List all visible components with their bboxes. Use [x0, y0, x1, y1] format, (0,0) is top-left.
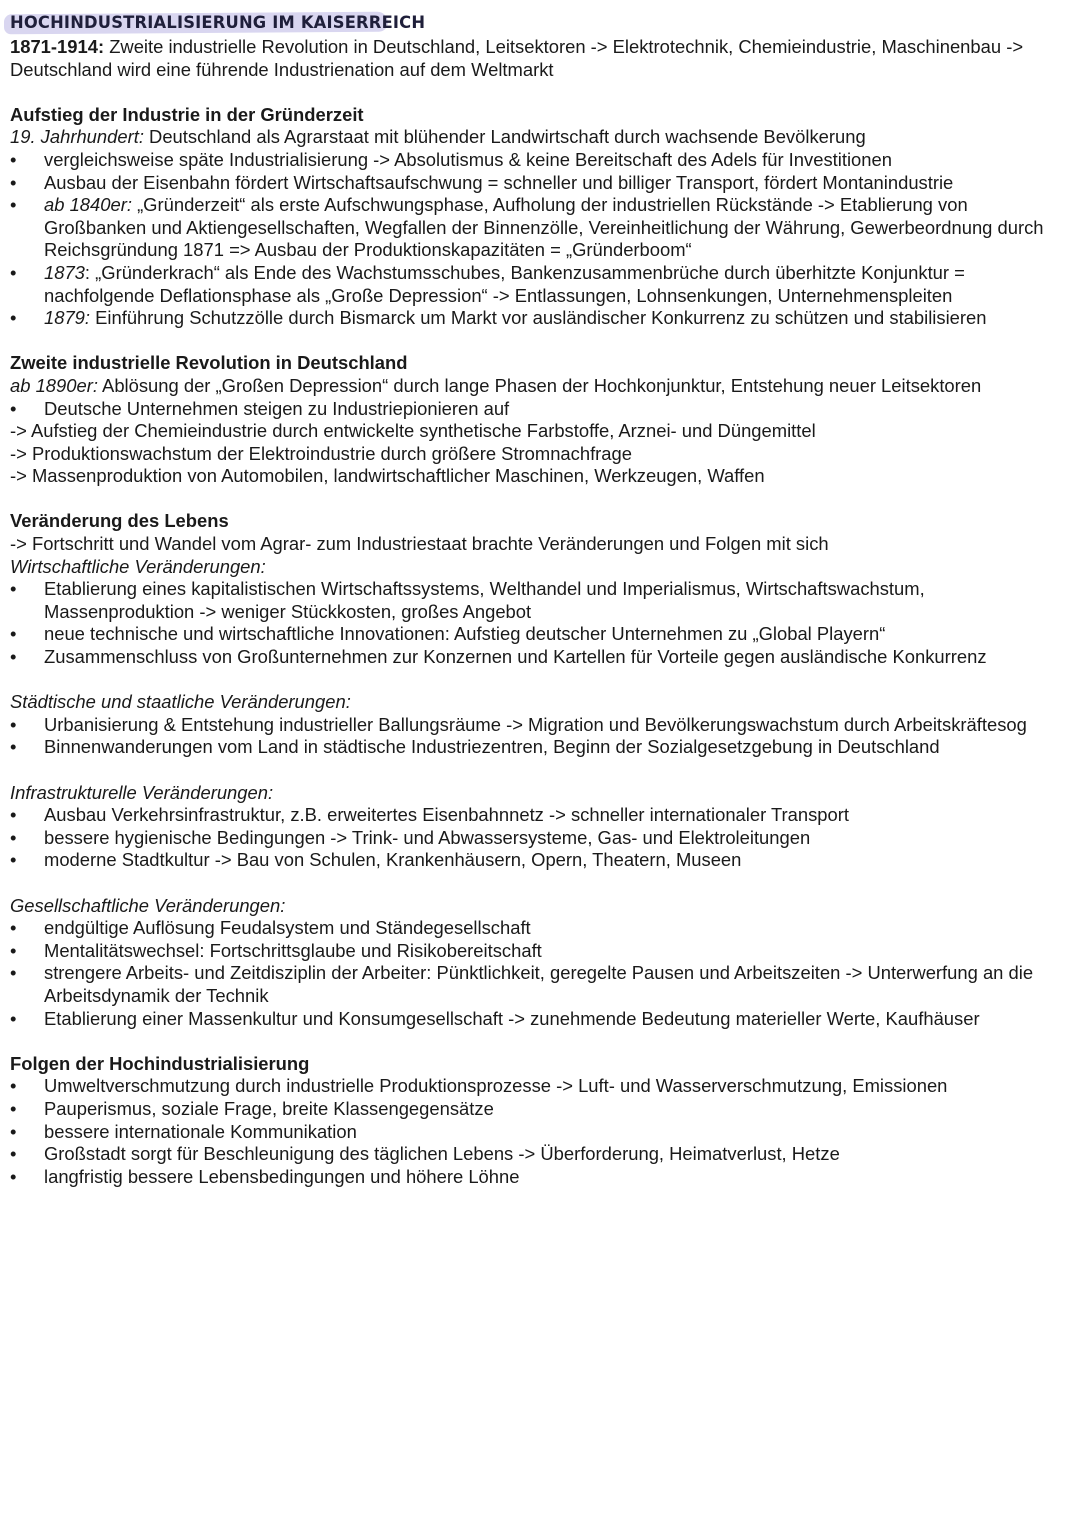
- list-item: • neue technische und wirtschaftliche Innovationen: Aufstieg deutscher Unternehmen zu „Global Playern“: [10, 623, 1072, 646]
- bullet-list-infrastruktur: [10, 804, 1072, 872]
- intro-label: 1871-1914:: [10, 36, 105, 57]
- arrow-line: -> Massenproduktion von Automobilen, landwirtschaftlicher Maschinen, Werkzeugen, Waffen: [10, 465, 765, 487]
- spacer: [10, 872, 1072, 895]
- list-item: • Urbanisierung & Entstehung industrieller Ballungsräume -> Migration und Bevölkerungswachstum durch Arbeitskräftesog: [10, 714, 1072, 737]
- section-heading-revolution: Zweite industrielle Revolution in Deutschland: [10, 352, 408, 374]
- arrow-line: -> Aufstieg der Chemieindustrie durch entwickelte synthetische Farbstoffe, Arznei- und Düngemittel: [10, 420, 816, 442]
- item-label: 1879:: [44, 307, 91, 329]
- list-item: • Deutsche Unternehmen steigen zu Industriepionieren auf: [10, 398, 1072, 421]
- item-text: : „Gründerkrach“ als Ende des Wachstumsschubes, Bankenzusammenbrüche durch überhitzte Konjunktur = nachfolgende Deflationsphase als „Große Depression“ -> Entlassungen, Lohnsenkungen, Unternehmenspleiten: [44, 261, 965, 306]
- spacer: [10, 1030, 1072, 1053]
- bullet-list-revolution: [10, 398, 1072, 421]
- spacer: [10, 669, 1072, 692]
- bullet-list-wirtschaftlich: [10, 578, 1072, 668]
- lead-label: ab 1890er:: [10, 374, 98, 396]
- list-item: • Umweltverschmutzung durch industrielle Produktionsprozesse -> Luft- und Wasserverschmutzung, Emissionen: [10, 1075, 1072, 1098]
- subheading-staedtisch: Städtische und staatliche Veränderungen:: [10, 691, 351, 713]
- intro-paragraph: [10, 36, 1072, 81]
- document-page: [10, 10, 1072, 1188]
- spacer: [10, 330, 1072, 353]
- page-title: HOCHINDUSTRIALISIERUNG IM KAISERREICH: [10, 13, 426, 33]
- list-item: • moderne Stadtkultur -> Bau von Schulen, Krankenhäusern, Opern, Theatern, Museen: [10, 849, 1072, 872]
- intro-text: Zweite industrielle Revolution in Deutschland, Leitsektoren -> Elektrotechnik, Chemieindustrie, Maschinenbau -> Deutschland wird eine führende Industrienation auf dem Weltmarkt: [10, 36, 1024, 80]
- list-item: • Ausbau Verkehrsinfrastruktur, z.B. erweitertes Eisenbahnnetz -> schneller internationaler Transport: [10, 804, 1072, 827]
- lead-text: Deutschland als Agrarstaat mit blühender Landwirtschaft durch wachsende Bevölkerung: [143, 126, 866, 148]
- list-item: • Etablierung eines kapitalistischen Wirtschaftssystems, Welthandel und Imperialismus, Wirtschaftswachstum, Massenproduktion -> weniger Stückkosten, großes Angebot: [10, 578, 1072, 623]
- spacer: [10, 759, 1072, 782]
- item-label: 1873: [44, 261, 85, 283]
- section-lead-gruenderzeit: [10, 126, 1072, 149]
- section-heading-folgen: Folgen der Hochindustrialisierung: [10, 1052, 310, 1074]
- section-heading-gruenderzeit: Aufstieg der Industrie in der Gründerzeit: [10, 103, 364, 125]
- list-item: • Etablierung einer Massenkultur und Konsumgesellschaft -> zunehmende Bedeutung materieller Werte, Kaufhäuser: [10, 1008, 1072, 1031]
- item-text: Einführung Schutzzölle durch Bismarck um Markt vor ausländischer Konkurrenz zu schützen und stabilisieren: [90, 307, 987, 329]
- subheading-gesellschaft: Gesellschaftliche Veränderungen:: [10, 894, 286, 916]
- item-label: ab 1840er:: [44, 194, 132, 216]
- list-item: • endgültige Auflösung Feudalsystem und Ständegesellschaft: [10, 917, 1072, 940]
- item-text: „Gründerzeit“ als erste Aufschwungsphase, Aufholung der industriellen Rückstände -> Etablierung von Großbanken und Aktiengesellschaften, Wegfallen der Binnenzölle, Vereinheitlichung der Währung, Gewerbeordnung durch Reichsgründung 1871 => Ausbau der Produktionskapazitäten = „Gründerboom“: [44, 194, 1044, 261]
- list-item: [10, 194, 1072, 262]
- list-item: • bessere hygienische Bedingungen -> Trink- und Abwassersysteme, Gas- und Elektroleitungen: [10, 827, 1072, 850]
- list-item: • Großstadt sorgt für Beschleunigung des täglichen Lebens -> Überforderung, Heimatverlust, Hetze: [10, 1143, 1072, 1166]
- lead-text: Ablösung der „Großen Depression“ durch lange Phasen der Hochkonjunktur, Entstehung neuer Leitsektoren: [97, 374, 982, 396]
- list-item: • Ausbau der Eisenbahn fördert Wirtschaftsaufschwung = schneller und billiger Transport, fördert Montanindustrie: [10, 172, 1072, 195]
- list-item: • bessere internationale Kommunikation: [10, 1121, 1072, 1144]
- list-item: [10, 307, 1072, 330]
- section-lead-revolution: [10, 375, 1072, 398]
- list-item: • Mentalitätswechsel: Fortschrittsglaube und Risikobereitschaft: [10, 940, 1072, 963]
- list-item: • vergleichsweise späte Industrialisierung -> Absolutismus & keine Bereitschaft des Adels für Investitionen: [10, 149, 1072, 172]
- list-item: • Pauperismus, soziale Frage, breite Klassengegensätze: [10, 1098, 1072, 1121]
- lead-label: 19. Jahrhundert:: [10, 126, 144, 148]
- bullet-list-staedtisch: [10, 714, 1072, 759]
- spacer: [10, 488, 1072, 511]
- subheading-infrastruktur: Infrastrukturelle Veränderungen:: [10, 781, 274, 803]
- list-item: [10, 262, 1072, 307]
- subheading-wirtschaftlich: Wirtschaftliche Veränderungen:: [10, 555, 266, 577]
- spacer: [10, 81, 1072, 104]
- bullet-list-gesellschaft: [10, 917, 1072, 1030]
- title-block: [10, 10, 443, 36]
- arrow-line: -> Produktionswachstum der Elektroindustrie durch größere Stromnachfrage: [10, 442, 632, 464]
- list-item: • langfristig bessere Lebensbedingungen und höhere Löhne: [10, 1166, 1072, 1189]
- list-item: • Zusammenschluss von Großunternehmen zur Konzernen und Kartellen für Vorteile gegen ausländische Konkurrenz: [10, 646, 1072, 669]
- section-heading-leben: Veränderung des Lebens: [10, 510, 229, 532]
- section-lead-leben: -> Fortschritt und Wandel vom Agrar- zum Industriestaat brachte Veränderungen und Folgen mit sich: [10, 533, 829, 555]
- list-item: • Binnenwanderungen vom Land in städtische Industriezentren, Beginn der Sozialgesetzgebung in Deutschland: [10, 736, 1072, 759]
- bullet-list-gruenderzeit: [10, 149, 1072, 330]
- bullet-list-folgen: [10, 1075, 1072, 1188]
- list-item: • strengere Arbeits- und Zeitdisziplin der Arbeiter: Pünktlichkeit, geregelte Pausen und Arbeitszeiten -> Unterwerfung an die Arbeitsdynamik der Technik: [10, 962, 1072, 1007]
